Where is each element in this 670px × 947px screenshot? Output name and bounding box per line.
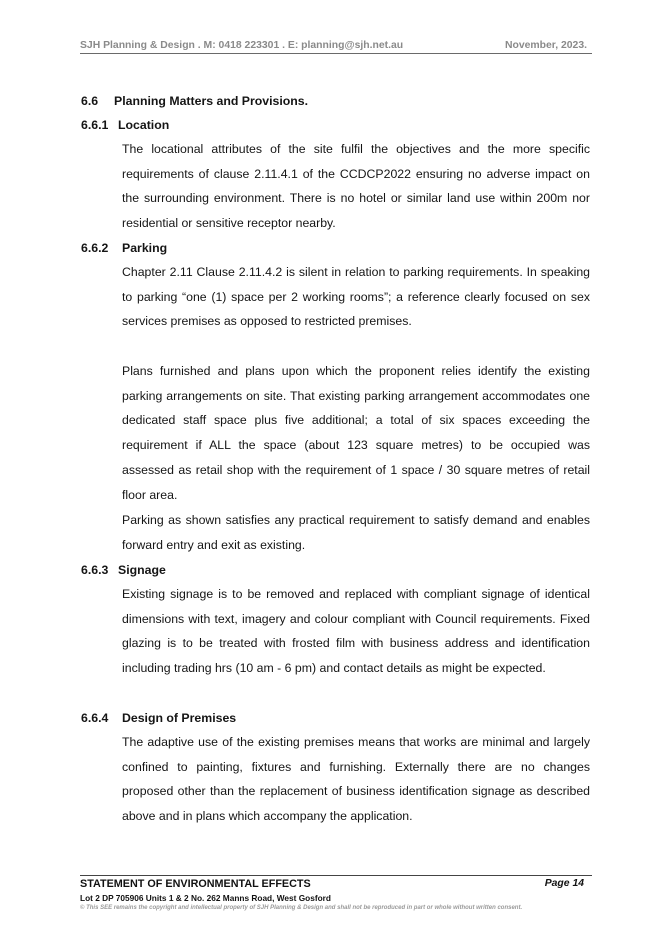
section-heading-6-6-3	[81, 563, 166, 577]
page-header	[80, 40, 592, 54]
section-number: 6.6.3	[81, 563, 109, 577]
section-title: Design of Premises	[122, 711, 237, 725]
section-heading-6-6	[81, 94, 308, 108]
header-rule	[80, 53, 592, 54]
footer-lot-address: Lot 2 DP 705906 Units 1 & 2 No. 262 Manns Road, West Gosford	[80, 893, 331, 903]
section-heading-6-6-4	[81, 711, 236, 725]
location-paragraph: The locational attributes of the site fulfil the objectives and the more specific requirements of clause 2.11.4.1 of the CCDCP2022 ensuring no adverse impact on the surrounding environment. There is no hotel or similar land use within 200m nor residential or sensitive receptor nearby.	[122, 142, 590, 231]
footer-title: STATEMENT OF ENVIRONMENTAL EFFECTS	[80, 878, 311, 890]
section-number: 6.6.4	[81, 711, 109, 725]
section-number: 6.6.2	[81, 241, 109, 255]
section-heading-6-6-2	[81, 241, 167, 255]
section-heading-6-6-1	[81, 118, 169, 132]
design-paragraph: The adaptive use of the existing premises means that works are minimal and largely confined to painting, fixtures and furnishing. Externally there are no changes proposed other than the replacement of business identification signage as described above and in plans which accompany the application.	[122, 735, 590, 824]
header-contact: SJH Planning & Design . M: 0418 223301 . E: planning@sjh.net.au	[80, 40, 404, 51]
section-title: Planning Matters and Provisions.	[114, 94, 309, 108]
section-title: Signage	[118, 563, 166, 577]
section-number: 6.6	[81, 94, 99, 108]
parking-paragraph-3: Parking as shown satisfies any practical requirement to satisfy demand and enables forward entry and exit as existing.	[122, 513, 590, 552]
header-date: November, 2023.	[504, 40, 587, 51]
section-title: Location	[118, 118, 170, 132]
section-number: 6.6.1	[81, 118, 109, 132]
page-number: Page 14	[544, 878, 584, 889]
footer-copyright: © This SEE remains the copyright and intellectual property of SJH Planning & Design and shall not be reproduced in part or whole without written consent.	[80, 905, 523, 911]
footer-rule	[80, 875, 592, 876]
section-title: Parking	[122, 241, 168, 255]
parking-paragraph-1: Chapter 2.11 Clause 2.11.4.2 is silent in relation to parking requirements. In speaking to parking “one (1) space per 2 working rooms”; a reference clearly focused on sex services premises as opposed to restricted premises.	[122, 265, 590, 329]
parking-paragraph-2: Plans furnished and plans upon which the proponent relies identify the existing parking arrangements on site. That existing parking arrangement accommodates one dedicated staff space plus five additional; a total of six spaces exceeding the requirement if ALL the space (about 123 square metres) to be occupied was assessed as retail shop with the requirement of 1 space / 30 square metres of retail floor area.	[122, 364, 590, 502]
signage-paragraph: Existing signage is to be removed and replaced with compliant signage of identical dimensions with text, imagery and colour compliant with Council requirements. Fixed glazing is to be treated with frosted film with business address and identification including trading hrs (10 am - 6 pm) and contact details as might be expected.	[122, 587, 590, 676]
